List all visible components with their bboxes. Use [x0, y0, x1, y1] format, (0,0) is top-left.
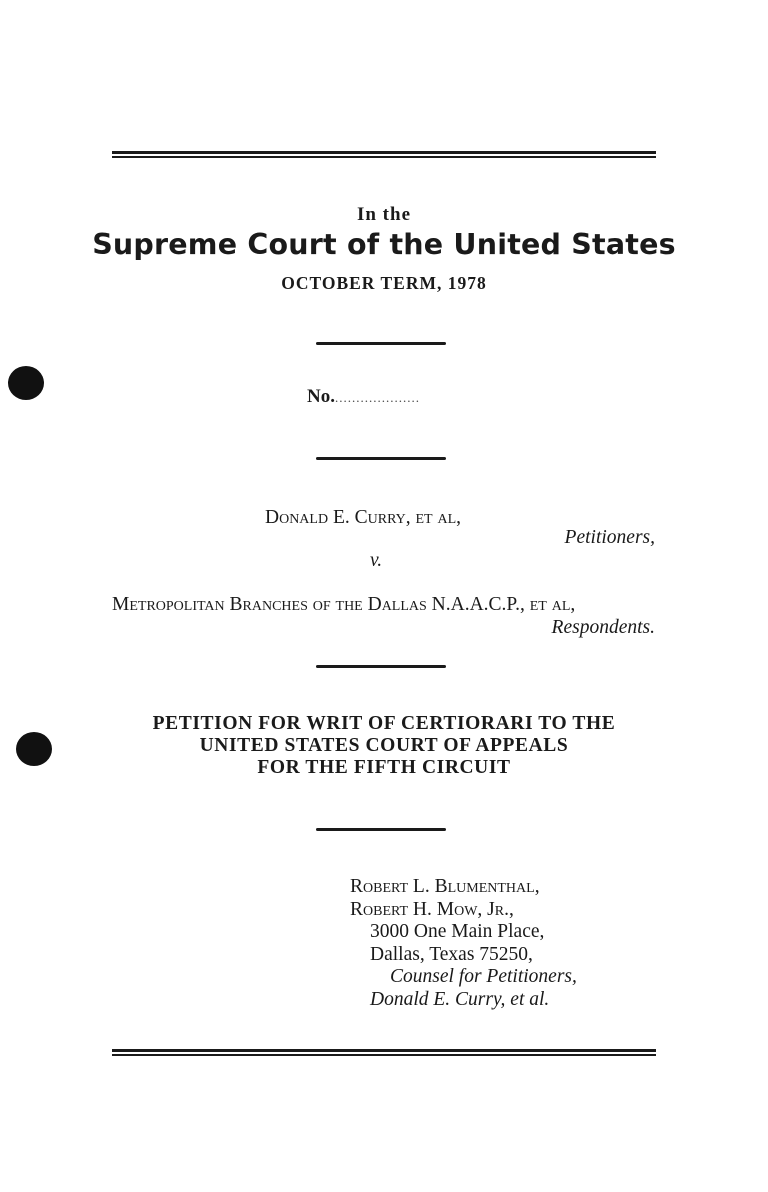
in-the-heading: In the	[356, 204, 412, 225]
respondent-name: Metropolitan Branches of the Dallas N.A.A.C.P., et al,	[112, 594, 576, 615]
bottom-double-rule	[112, 1049, 656, 1056]
term-heading: OCTOBER TERM, 1978	[281, 273, 487, 293]
petition-title-line-2: UNITED STATES COURT OF APPEALS	[199, 735, 569, 756]
counsel-client: Donald E. Curry, et al.	[370, 988, 550, 1010]
divider-rule-2	[316, 457, 446, 460]
court-title: Supreme Court of the United States	[92, 228, 676, 261]
punch-hole-top	[8, 366, 44, 400]
petitioner-role: Petitioners,	[564, 527, 655, 548]
counsel-role: Counsel for Petitioners,	[390, 966, 577, 988]
top-double-rule	[112, 151, 656, 158]
petition-title-line-3: FOR THE FIFTH CIRCUIT	[257, 757, 511, 778]
divider-rule-4	[316, 828, 446, 831]
divider-rule-3	[316, 665, 446, 668]
counsel-block	[350, 876, 577, 1012]
attorney-2: Robert H. Mow, Jr.,	[350, 898, 514, 920]
petition-title-line-1: PETITION FOR WRIT OF CERTIORARI TO THE	[152, 713, 616, 734]
docket-number	[307, 386, 420, 408]
divider-rule-1	[316, 342, 446, 345]
attorney-1: Robert L. Blumenthal,	[350, 876, 540, 897]
address-line-1: 3000 One Main Place,	[370, 921, 545, 943]
docket-label: No.	[307, 386, 335, 407]
docket-blank: ....................	[334, 390, 420, 405]
petition-title	[0, 713, 768, 779]
versus-label: v.	[370, 550, 383, 571]
petitioner-name: Donald E. Curry, et al,	[265, 507, 462, 528]
address-line-2: Dallas, Texas 75250,	[370, 943, 533, 965]
respondent-role: Respondents.	[551, 617, 655, 638]
